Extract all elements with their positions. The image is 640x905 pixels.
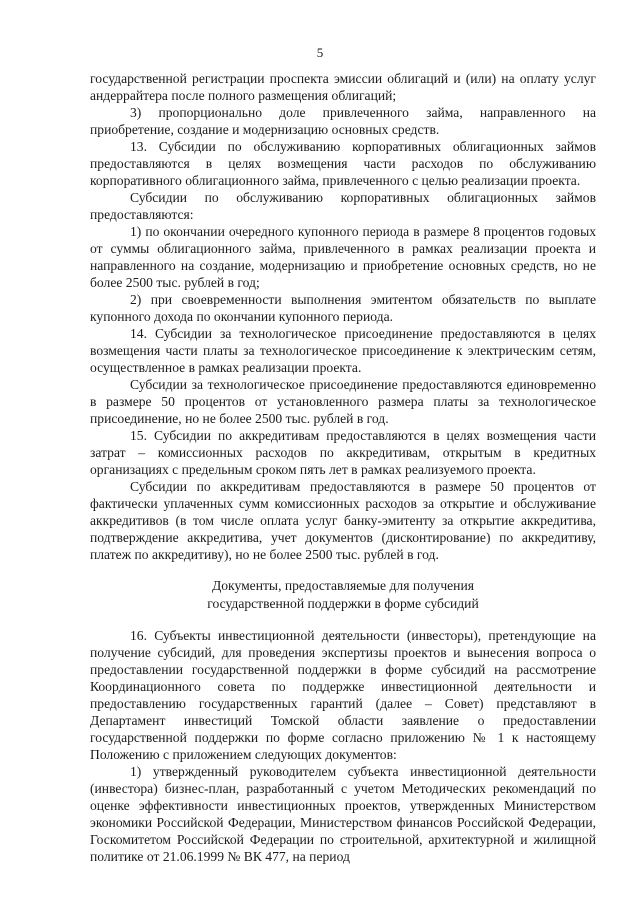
section-heading-line-2: государственной поддержки в форме субсидий bbox=[207, 596, 479, 611]
paragraph-bond-subsidies-intro: Субсидии по обслуживанию корпоративных облигационных займов предоставляются: bbox=[90, 190, 596, 222]
paragraph-13: 13. Субсидии по обслуживанию корпоративных облигационных займов предоставляются в целях возмещения части расходов по обслуживанию корпоративного облигационного займа, привлеченного с целью реализации проекта. bbox=[90, 139, 596, 188]
paragraph-continuation: государственной регистрации проспекта эмиссии облигаций и (или) на оплату услуг андеррайтера после полного размещения облигаций; bbox=[90, 71, 596, 103]
paragraph-15: 15. Субсидии по аккредитивам предоставляются в целях возмещения части затрат – комиссионных расходов по аккредитивам, открытым в кредитных организациях с предельным сроком пять лет в рамках реализуемого проекта. bbox=[90, 428, 596, 477]
paragraph-letter-of-credit-subsidies: Субсидии по аккредитивам предоставляются в размере 50 процентов от фактически уплаченных сумм комиссионных расходов за открытие и обслуживание аккредитивов (в том числе оплата услуг банку-эмитенту за открытие аккредитива, подтверждение аккредитива, учет документов (дисконтирование) по аккредитиву, платеж по аккредитиву), но не более 2500 тыс. рублей в год. bbox=[90, 479, 596, 562]
paragraph-connection-subsidies: Субсидии за технологическое присоединение предоставляются единовременно в размере 50 процентов от установленного размера платы за технологическое присоединение, но не более 2500 тыс. рублей в год. bbox=[90, 377, 596, 426]
paragraph-item-3: 3) пропорционально доле привлеченного займа, направленного на приобретение, создание и модернизацию основных средств. bbox=[90, 105, 596, 137]
paragraph-bond-item-2: 2) при своевременности выполнения эмитентом обязательств по выплате купонного дохода по окончании купонного периода. bbox=[90, 292, 596, 324]
paragraph-16-item-1: 1) утвержденный руководителем субъекта инвестиционной деятельности (инвестора) бизнес-план, разработанный с учетом Методических рекомендаций по оценке эффективности инвестиционных проектов, утвержденных Министерством экономики Российской Федерации, Министерством финансов Российской Федерации, Госкомитетом Российской Федерации по строительной, архитектурной и жилищной политике от 21.06.1999 № ВК 477, на период bbox=[90, 764, 596, 864]
section-heading-line-1: Документы, предоставляемые для получения bbox=[211, 578, 474, 593]
section-heading bbox=[90, 577, 596, 613]
paragraph-bond-item-1: 1) по окончании очередного купонного периода в размере 8 процентов годовых от суммы облигационного займа, привлеченного в рамках реализации проекта и направленного на создание, модернизацию и приобретение основных средств, но не более 2500 тыс. рублей в год; bbox=[90, 224, 596, 290]
paragraph-16: 16. Субъекты инвестиционной деятельности (инвесторы), претендующие на получение субсидий, для проведения экспертизы проектов и вынесения вопроса о предоставлении государственной поддержки в форме субсидий на рассмотрение Координационного совета по поддержке инвестиционной деятельности и предоставлению государственных гарантий (далее – Совет) представляют в Департамент инвестиций Томской области заявление о предоставлении государственной поддержки по форме согласно приложению № 1 к настоящему Положению с приложением следующих документов: bbox=[90, 628, 596, 762]
document-body bbox=[90, 70, 596, 865]
page-number: 5 bbox=[316, 45, 324, 60]
paragraph-14: 14. Субсидии за технологическое присоединение предоставляются в целях возмещения части платы за технологическое присоединение к электрическим сетям, осуществленное в рамках реализации проекта. bbox=[90, 326, 596, 375]
